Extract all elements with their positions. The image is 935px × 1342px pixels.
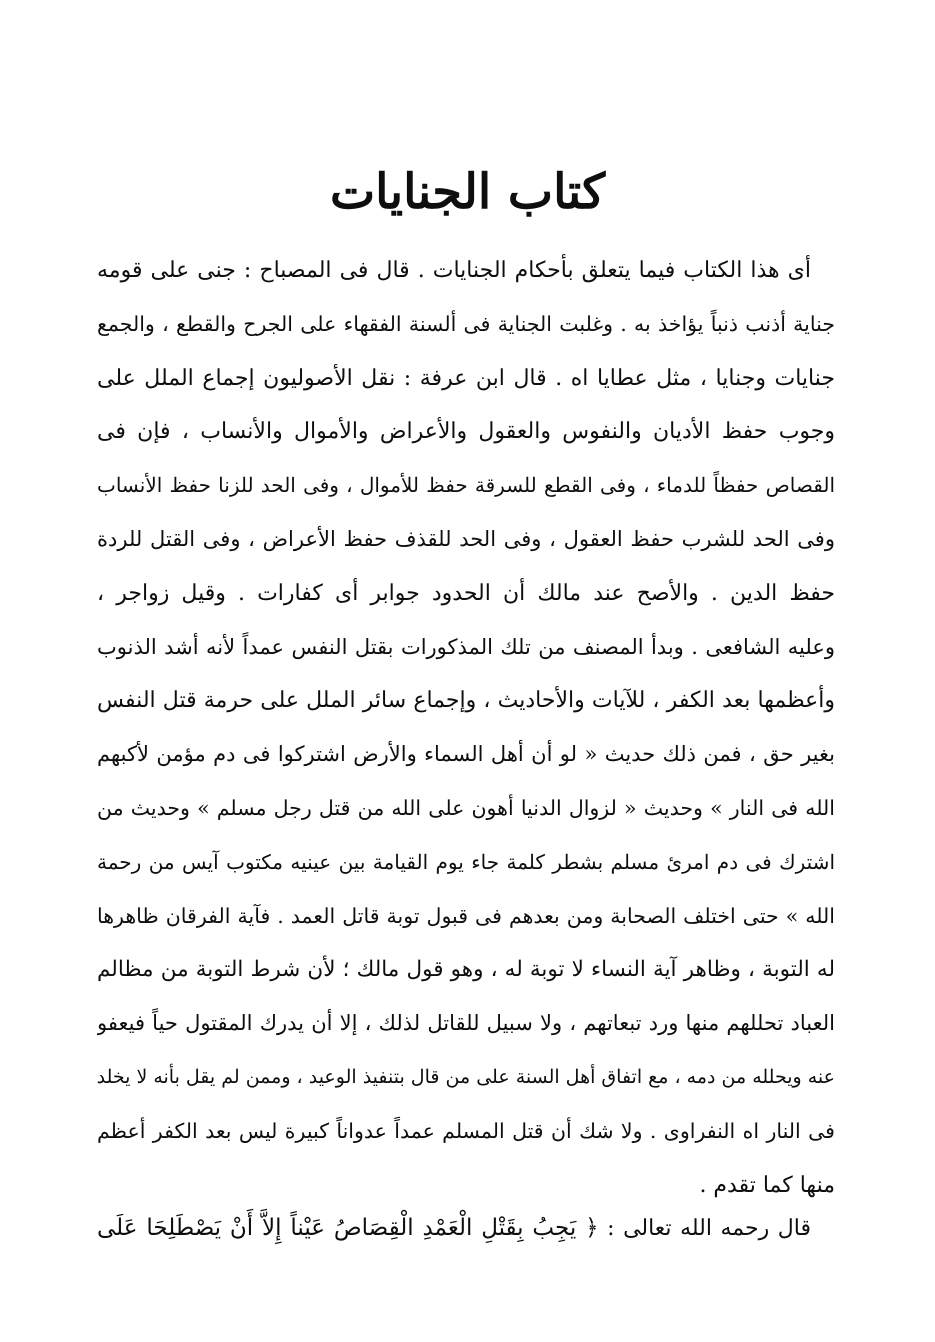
text-line: منها كما تقدم . xyxy=(699,1172,835,1198)
text-line: له التوبة ، وظاهر آية النساء لا توبة له ، وهو قول مالك ؛ لأن شرط التوبة من مظالم xyxy=(97,957,835,983)
text-line: وفى الحد للشرب حفظ العقول ، وفى الحد للقذف حفظ الأعراض ، وفى القتل للردة xyxy=(97,526,835,551)
text-line: بغير حق ، فمن ذلك حديث « لو أن أهل السماء والأرض اشتركوا فى دم مؤمن لأكبهم xyxy=(97,742,835,767)
text-line: حفظ الدين . والأصح عند مالك أن الحدود جوابر أى كفارات . وقيل زواجر ، xyxy=(97,580,835,606)
chapter-commentary xyxy=(97,244,835,1212)
text-line: وأعظمها بعد الكفر ، للآيات والأحاديث ، وإجماع سائر الملل على حرمة قتل النفس xyxy=(97,688,835,714)
text-line: اشترك فى دم امرئ مسلم بشطر كلمة جاء يوم القيامة بين عينيه مكتوب آيس من رحمة xyxy=(97,849,835,874)
text-line: القصاص حفظاً للدماء ، وفى القطع للسرقة حفظ للأموال ، وفى الحد للزنا حفظ الأنساب xyxy=(97,473,835,498)
text-line: الله » حتى اختلف الصحابة ومن بعدهم فى قبول توبة قاتل العمد . فآية الفرقان ظاهرها xyxy=(97,903,835,928)
text-line: فى النار اه النفراوى . ولا شك أن قتل المسلم عمداً عدواناً كبيرة ليس بعد الكفر أعظم xyxy=(97,1118,835,1143)
text-line: أى هذا الكتاب فيما يتعلق بأحكام الجنايات . قال فى المصباح : جنى على قومه xyxy=(97,258,811,283)
text-line: جنايات وجنايا ، مثل عطايا اه . قال ابن عرفة : نقل الأصوليون إجماع الملل على xyxy=(97,365,835,391)
text-line: وجوب حفظ الأديان والنفوس والعقول والأعراض والأموال والأنساب ، فإن فى xyxy=(97,419,835,445)
text-line: جناية أذنب ذنباً يؤاخذ به . وغلبت الجناية فى ألسنة الفقهاء على الجرح والقطع ، والجمع xyxy=(97,311,835,336)
text-line: الله فى النار » وحديث « لزوال الدنيا أهون على الله من قتل رجل مسلم » وحديث من xyxy=(97,795,835,820)
chapter-title: كتاب الجنايات xyxy=(329,164,606,220)
text-line: عنه ويحلله من دمه ، مع اتفاق أهل السنة على من قال بتنفيذ الوعيد ، وممن لم يقل بأنه لا يخلد xyxy=(97,1065,835,1088)
quote-intro: قال رحمه الله تعالى : xyxy=(607,1216,811,1241)
quote-text: ﴿ يَجِبُ بِقَتْلِ الْعَمْدِ الْقِصَاصُ عَيْناً إِلاَّ أَنْ يَصْطَلِحَا عَلَى xyxy=(97,1215,599,1241)
text-line: العباد تحللهم منها ورد تبعاتهم ، ولا سبيل للقاتل لذلك ، إلا أن يدرك المقتول حياً فيعفو xyxy=(97,1011,835,1036)
matn-quote-line xyxy=(97,1200,811,1256)
text-line: وعليه الشافعى . وبدأ المصنف من تلك المذكورات بقتل النفس عمداً لأنه أشد الذنوب xyxy=(97,634,835,659)
